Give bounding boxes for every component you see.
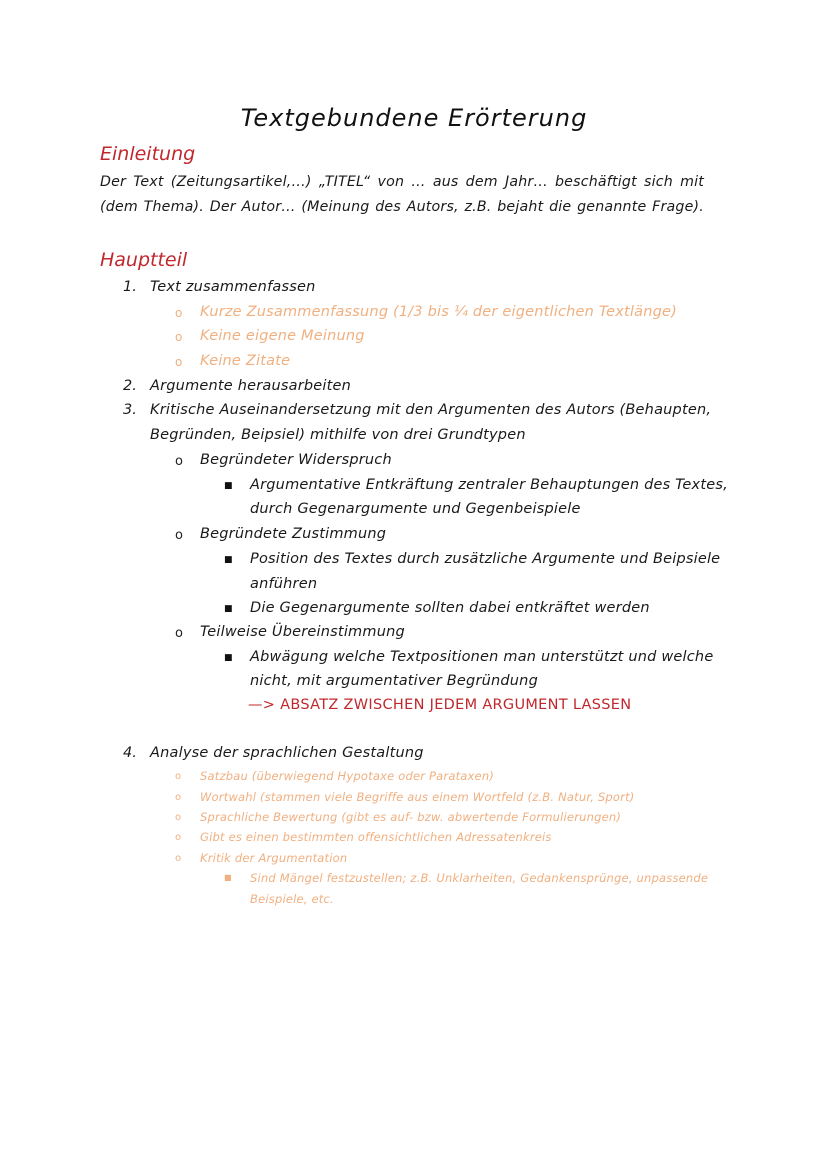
type-2-point-2: Die Gegenargumente sollten dabei entkräftet werden xyxy=(250,600,650,616)
list-item-3-line-1: Kritische Auseinandersetzung mit den Argumenten des Autors (Behaupten, xyxy=(150,402,712,418)
circle-bullet-icon: o xyxy=(175,355,183,369)
circle-bullet-icon: o xyxy=(175,306,183,320)
note-absatz: —> ABSATZ ZWISCHEN JEDEM ARGUMENT LASSEN xyxy=(248,697,632,713)
circle-bullet-icon: o xyxy=(175,626,183,641)
list-number-4: 4. xyxy=(123,745,137,761)
section-heading-hauptteil: Hauptteil xyxy=(100,249,188,271)
item-4-sub-1: Satzbau (überwiegend Hypotaxe oder Parataxen) xyxy=(200,769,495,783)
item-4-sub-4: Gibt es einen bestimmten offensichtlichen Adressatenkreis xyxy=(200,830,552,844)
circle-bullet-icon: o xyxy=(175,853,182,864)
circle-bullet-icon: o xyxy=(175,454,183,469)
kritik-line-1: Sind Mängel festzustellen; z.B. Unklarheiten, Gedankensprünge, unpassende xyxy=(250,871,709,885)
square-bullet-icon: ■ xyxy=(224,555,233,565)
type-2-label: Begründete Zustimmung xyxy=(200,526,387,542)
list-item-1-label: Text zusammenfassen xyxy=(150,279,316,295)
intro-line-1: Der Text (Zeitungsartikel,…) „TITEL“ von … aus dem Jahr… beschäftigt sich mit xyxy=(100,174,704,190)
type-1-point-line-2: durch Gegenargumente und Gegenbeispiele xyxy=(250,501,581,517)
square-bullet-icon: ■ xyxy=(224,604,233,614)
circle-bullet-icon: o xyxy=(175,528,183,543)
circle-bullet-icon: o xyxy=(175,771,182,782)
circle-bullet-icon: o xyxy=(175,330,183,344)
item-1-sub-2: Keine eigene Meinung xyxy=(200,328,365,344)
list-item-2-label: Argumente herausarbeiten xyxy=(150,378,352,394)
list-item-4-label: Analyse der sprachlichen Gestaltung xyxy=(150,745,424,761)
type-3-label: Teilweise Übereinstimmung xyxy=(200,624,405,640)
item-1-sub-3: Keine Zitate xyxy=(200,353,291,369)
type-3-point-line-2: nicht, mit argumentativer Begründung xyxy=(250,673,538,689)
intro-line-2: (dem Thema). Der Autor… (Meinung des Autors, z.B. bejaht die genannte Frage). xyxy=(100,199,704,215)
square-bullet-icon: ■ xyxy=(224,873,232,882)
list-number-3: 3. xyxy=(123,402,137,418)
item-4-sub-2: Wortwahl (stammen viele Begriffe aus einem Wortfeld (z.B. Natur, Sport) xyxy=(200,790,635,804)
section-heading-einleitung: Einleitung xyxy=(100,143,196,165)
type-3-point-line-1: Abwägung welche Textpositionen man unterstützt und welche xyxy=(250,649,714,665)
square-bullet-icon: ■ xyxy=(224,653,233,663)
type-1-point-line-1: Argumentative Entkräftung zentraler Behauptungen des Textes, xyxy=(250,477,728,493)
item-4-sub-3: Sprachliche Bewertung (gibt es auf- bzw. abwertende Formulierungen) xyxy=(200,810,622,824)
item-1-sub-1: Kurze Zusammenfassung (1/3 bis ¼ der eigentlichen Textlänge) xyxy=(200,304,678,320)
page-title: Textgebundene Erörterung xyxy=(240,104,588,132)
square-bullet-icon: ■ xyxy=(224,481,233,491)
circle-bullet-icon: o xyxy=(175,832,182,843)
type-2-point-1-line-2: anführen xyxy=(250,576,318,592)
kritik-line-2: Beispiele, etc. xyxy=(250,892,334,906)
circle-bullet-icon: o xyxy=(175,792,182,803)
type-1-label: Begründeter Widerspruch xyxy=(200,452,392,468)
type-2-point-1-line-1: Position des Textes durch zusätzliche Argumente und Beipsiele xyxy=(250,551,721,567)
circle-bullet-icon: o xyxy=(175,812,182,823)
list-number-1: 1. xyxy=(123,279,137,295)
list-item-3-line-2: Begründen, Beipsiel) mithilfe von drei Grundtypen xyxy=(150,427,526,443)
list-number-2: 2. xyxy=(123,378,137,394)
item-4-sub-5: Kritik der Argumentation xyxy=(200,851,348,865)
